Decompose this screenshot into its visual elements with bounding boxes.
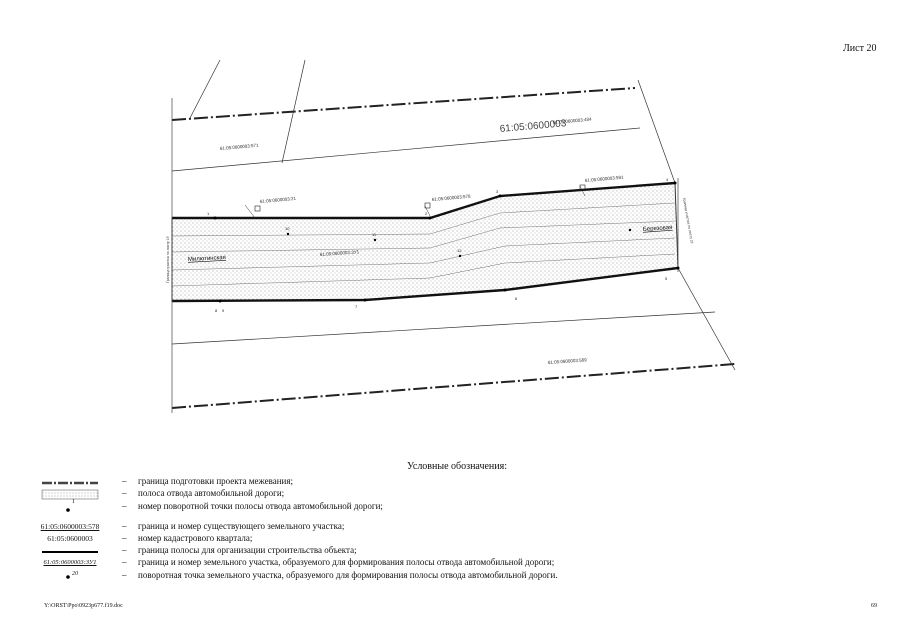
legend-dash: –: [122, 476, 127, 486]
point-number: 2: [425, 211, 428, 216]
new-parcel-symbol: [30, 557, 110, 569]
quarter-label: 61:05:0600003: [499, 118, 567, 135]
legend-dash: –: [122, 501, 127, 511]
legend-dash: –: [122, 488, 127, 498]
road-strip-symbol: [30, 488, 110, 500]
parcel-label: 61:05:0600003:571: [219, 142, 259, 151]
legend-row: [30, 488, 730, 500]
side-note-left: Граница участка по листу 19: [166, 236, 170, 283]
point-number: 11: [372, 232, 377, 237]
point-number: 4: [666, 177, 669, 182]
parcel-label: 61:05:0600003:569: [547, 357, 587, 365]
legend-row: [30, 501, 730, 513]
legend-dash: –: [122, 570, 127, 580]
project-boundary-top: [172, 88, 635, 120]
turning-point-symbol: [30, 501, 110, 513]
legend-text: граница подготовки проекта межевания;: [138, 476, 294, 486]
thick-line-symbol: [30, 545, 110, 557]
legend-row: [30, 521, 730, 533]
legend-row: [30, 557, 730, 569]
legend-dash: –: [122, 533, 127, 543]
legend-text: граница полосы для организации строительства объекта;: [138, 545, 357, 555]
legend-text: полоса отвода автомобильной дороги;: [138, 488, 285, 498]
parcel-label: 61:05:0600003:ЗУ1: [319, 249, 360, 257]
point-number: 6: [515, 296, 518, 301]
legend-dash: –: [122, 545, 127, 555]
point-number: 9: [222, 308, 225, 313]
side-note-right: Граница участка по листу 21: [682, 197, 695, 245]
quarter-number-symbol: [30, 533, 110, 545]
legend-title: Условные обозначения:: [407, 461, 508, 472]
legend-row: [30, 545, 730, 557]
road-strip: [172, 183, 678, 301]
parcel-label: 61:05:0600003:578: [431, 193, 471, 202]
point-number: 1: [207, 211, 210, 216]
road-label-right: Березовая: [642, 224, 673, 233]
sheet-label: Лист 20: [843, 43, 877, 54]
cadastral-map: [160, 58, 740, 418]
legend-text: граница и номер существующего земельного участка;: [138, 521, 345, 531]
existing-parcel-number: 61:05:0600003:578: [40, 522, 100, 531]
circle-point-number: 20: [72, 571, 78, 577]
legend-row: [30, 476, 730, 488]
legend-text: номер кадастрового квартала;: [138, 533, 253, 543]
point-number: 3: [496, 189, 499, 194]
existing-parcel-symbol: [30, 521, 110, 533]
new-parcel-number: 61:05:0600003:ЗУ1: [43, 559, 97, 566]
parcel-label: 61:05:0600003:591: [584, 174, 624, 183]
legend-dash: –: [122, 521, 127, 531]
page-number: 69: [871, 603, 877, 609]
hatch-line-symbol: [30, 476, 110, 488]
project-boundary-bottom: [172, 364, 735, 408]
point-number: 8: [215, 308, 218, 313]
legend-text: номер поворотной точки полосы отвода автомобильной дороги;: [138, 501, 383, 511]
road-label-left: Милютинская: [187, 255, 227, 263]
legend-text: поворотная точка земельного участка, образуемого для формирования полосы отвода автомобильной дороги.: [138, 570, 558, 580]
parcel-label: 61:05:0600003:21: [259, 195, 297, 204]
point-number: 12: [457, 248, 462, 253]
legend-row: [30, 570, 730, 582]
quarter-number: 61:05:0600003: [47, 534, 93, 543]
file-path: Y:\ORST\Ppo\0923p677.f19.doc: [44, 603, 123, 609]
point-number: 10: [285, 226, 290, 231]
circle-point-symbol: [30, 570, 110, 582]
legend-dash: –: [122, 557, 127, 567]
legend-text: граница и номер земельного участка, образуемого для формирования полосы отвода автомобильной дороги;: [138, 557, 555, 567]
legend-row: [30, 533, 730, 545]
parcel-label: 61:05:0600003:484: [552, 116, 592, 125]
point-number: 7: [355, 304, 358, 309]
point-number: 5: [665, 276, 668, 281]
turning-point-number: 1: [72, 499, 75, 505]
